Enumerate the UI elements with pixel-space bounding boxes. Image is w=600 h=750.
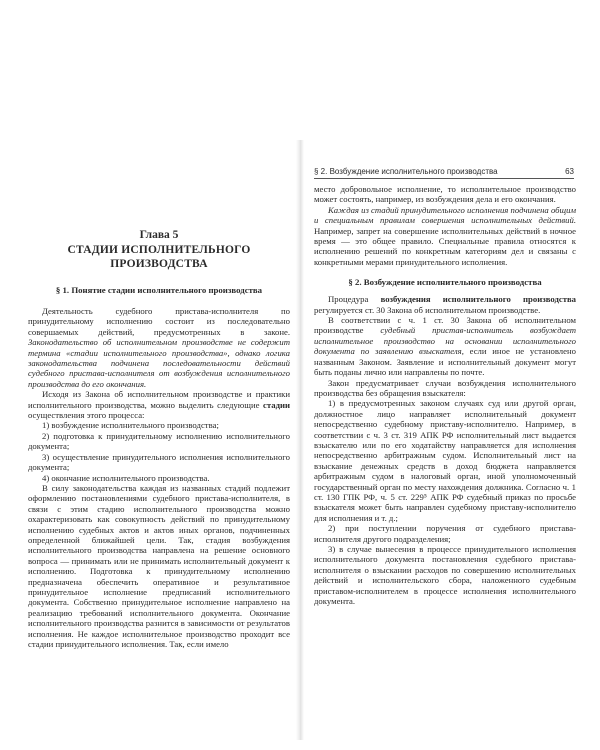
paragraph: место добровольное исполнение, то исполнительное производство может состоять, например, из возбуждения дела и его окончания. (314, 184, 576, 205)
paragraph-text: Исходя из Закона об исполнительном производстве и практики исполнительного производства, можно выделить следующие (28, 389, 290, 410)
paragraph-text: регулируется ст. 30 Закона об исполнительном производстве. (314, 304, 541, 315)
list-item: 2) при поступлении поручения от судебного пристава-исполнителя другого подразделения; (314, 523, 576, 544)
paragraph-text: , если иное не установлено названным Законом. Заявление и исполнительный документ могут быть поданы лично или направлены по почте. (314, 346, 576, 378)
chapter-label: Глава 5 (139, 229, 179, 241)
list-item: 1) возбуждение исполнительного производства; (42, 420, 219, 431)
list-item: 1) в предусмотренных законом случаях суд или другой орган, должностное лицо направляет исполнительный документ непосредственно судебному приставу-исполнителю. Например, в соответствии с ч. 3 ст. 319 АПК РФ исполнительный лист выдается взыскателю или по его ходатайству направляется для исполнения непосредственно арбитражным судом. Исполнительный лист на взыскание денежных средств в доход бюджета направляется арбитражным судом в налоговый орган, иной уполномоченный государственный орган по месту нахождения должника. Согласно ч. 1 ст. 130 ГПК РФ, ч. 5 ст. 229⁵ АПК РФ судебный приказ по просьбе взыскателя может быть направлен судебному приставу-исполнителю для исполнения и т. д.; (314, 398, 576, 523)
running-head-title: § 2. Возбуждение исполнительного производства (314, 167, 498, 176)
paragraph-bold: стадии (263, 399, 290, 410)
paragraph: Закон предусматривает случаи возбуждения исполнительного производства без обращения взыскателя: (314, 377, 576, 398)
paragraph-bold: возбуждения исполнительного производства (380, 294, 576, 305)
right-page (314, 184, 576, 606)
paragraph-text: В соответствии с ч. 1 ст. 30 Закона об исполнительном производстве (314, 315, 576, 336)
book-gutter (296, 140, 304, 740)
paragraph-text: Процедура (328, 294, 381, 305)
list-item: 4) окончание исполнительного производства. (42, 472, 210, 483)
section-title: § 2. Возбуждение исполнительного производства (348, 277, 542, 288)
paragraph (314, 205, 576, 267)
paragraph-text: осуществления этого процесса: (28, 410, 145, 421)
page-number: 63 (565, 167, 574, 176)
list-item: 3) в случае вынесения в процессе принудительного исполнения исполнительного документа постановления судебного пристава-исполнителя о взыскании расходов по совершению исполнительных действий и исполнительского сбора, наложенного судебным приставом-исполнителем в процессе исполнения исполнительного документа. (314, 544, 576, 607)
paragraph-emphasis: Законодательство об исполнительном производстве не содержит термина «стадии исполнительного производства», однако логика законодательства подчинена последовательности действий судебного пристава-исполнителя от возбуждения исполнительного производства до его окончания. (28, 337, 290, 389)
paragraph-text: Например, запрет на совершение исполнительных действий в ночное время — это общее правило. Специальные правила относятся к исполнению решений по конкретным категориям дел и связаны с конкретными мерами принудительного исполнения. (314, 225, 576, 267)
left-page (28, 150, 290, 649)
paragraph: В силу законодательства каждая из названных стадий подлежит оформлению постановлениями судебного пристава-исполнителя, в связи с этим стадию исполнительного производства можно охарактеризовать как совокупность действий по принудительному исполнению судебных актов и актов иных органов, подчиненных определенной ближайшей цели. Так, стадия возбуждения исполнительного производства направлена на решение основного вопроса — принимать или не принимать исполнительный документ к исполнению. Подготовка к принудительному исполнению предназначена обеспечить оперативное и результативное принудительное исполнение предписаний исполнительного документа. Собственно принудительное исполнение направлено на реализацию требований исполнительного документа. Окончание исполнительного производства разнится в зависимости от результатов исполнения. Не каждое исполнительное производство проходит все стадии принудительного исполнения. Так, если имело (28, 482, 290, 649)
list-item: 2) подготовка к принудительному исполнению исполнительного документа; (28, 430, 290, 452)
running-head (314, 166, 574, 179)
paragraph-emphasis: судебный пристав-исполнитель возбуждает исполнительное производство на основании исполнительного документа по заявлению взыскателя (314, 325, 576, 357)
paragraph-text: Деятельность судебного пристава-исполнителя по принудительному исполнению состоит из последовательно совершаемых действий, предусмотренных в законе. (28, 306, 290, 337)
list-item: 3) осуществление принудительного исполнения исполнительного документа; (28, 451, 290, 473)
paragraph (314, 315, 576, 377)
paragraph (314, 294, 576, 315)
paragraph (28, 306, 290, 389)
chapter-title: СТАДИИ ИСПОЛНИТЕЛЬНОГО ПРОИЗВОДСТВА (67, 244, 251, 270)
paragraph-emphasis: Каждая из стадий принудительного исполнения подчинена общим и специальным правилам совершения исполнительных действий. (314, 204, 576, 226)
paragraph (28, 389, 290, 420)
section-title: § 1. Понятие стадии исполнительного производства (55, 285, 263, 295)
